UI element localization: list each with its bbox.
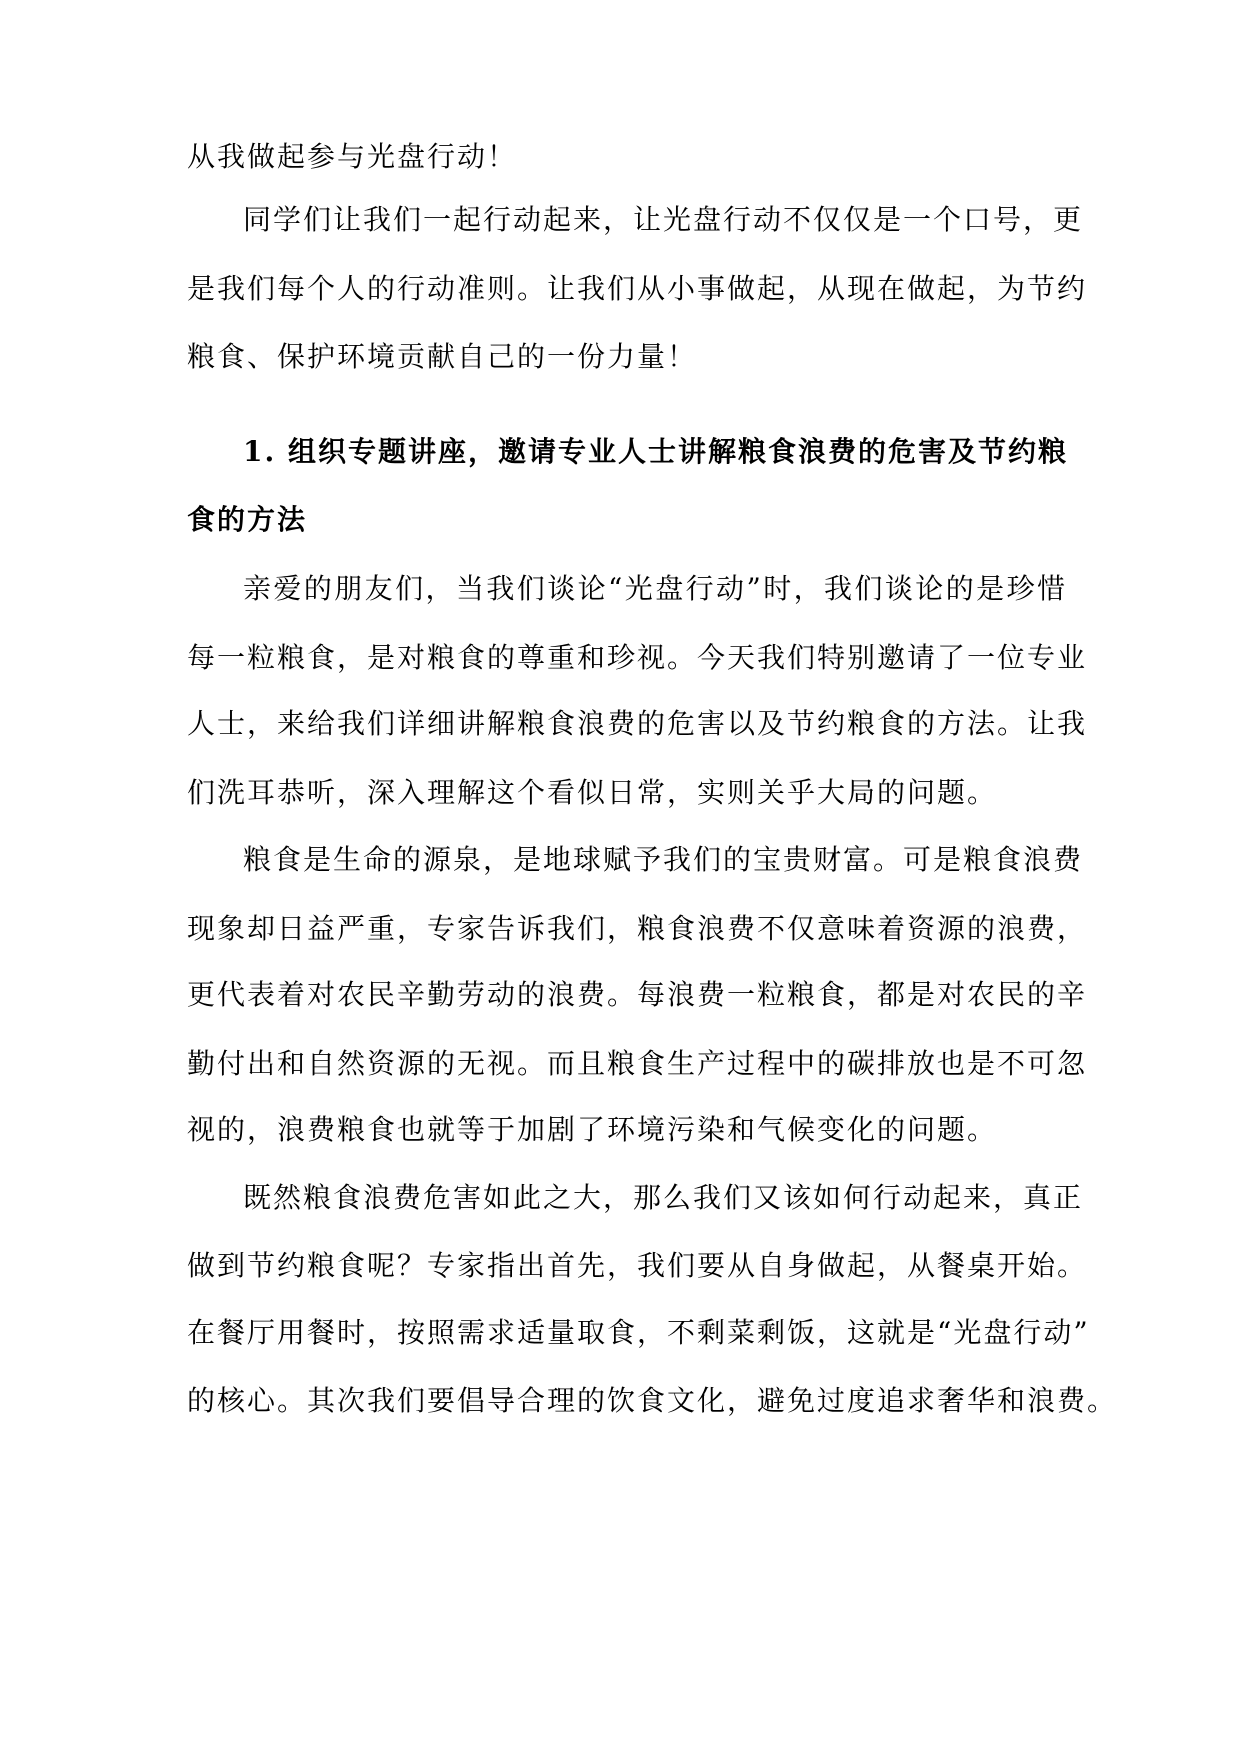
- paragraph-line: 们洗耳恭听，深入理解这个看似日常，实则关乎大局的问题。: [187, 776, 998, 809]
- paragraph-line: 在餐厅用餐时，按照需求适量取食，不剩菜剩饭，这就是“光盘行动”: [187, 1316, 1090, 1349]
- paragraph-line: 人士，来给我们详细讲解粮食浪费的危害以及节约粮食的方法。让我: [187, 707, 1088, 740]
- paragraph-line: 既然粮食浪费危害如此之大，那么我们又该如何行动起来，真正: [243, 1181, 1084, 1214]
- paragraph-line: 亲爱的朋友们，当我们谈论“光盘行动”时，我们谈论的是珍惜: [243, 572, 1067, 605]
- paragraph-line: 现象却日益严重，专家告诉我们，粮食浪费不仅意味着资源的浪费，: [187, 912, 1088, 945]
- paragraph-line: 从我做起参与光盘行动！: [187, 140, 518, 173]
- paragraph-line: 是我们每个人的行动准则。让我们从小事做起，从现在做起，为节约: [187, 272, 1088, 305]
- section-heading-line: 1. 组织专题讲座，邀请专业人士讲解粮食浪费的危害及节约粮: [243, 435, 1068, 468]
- paragraph-line: 做到节约粮食呢？专家指出首先，我们要从自身做起，从餐桌开始。: [187, 1249, 1088, 1282]
- section-heading-line: 食的方法: [187, 503, 308, 536]
- paragraph-line: 粮食、保护环境贡献自己的一份力量！: [187, 340, 698, 373]
- paragraph-line: 粮食是生命的源泉，是地球赋予我们的宝贵财富。可是粮食浪费: [243, 843, 1084, 876]
- paragraph-line: 更代表着对农民辛勤劳动的浪费。每浪费一粒粮食，都是对农民的辛: [187, 978, 1088, 1011]
- paragraph-line: 每一粒粮食，是对粮食的尊重和珍视。今天我们特别邀请了一位专业: [187, 641, 1088, 674]
- paragraph-line: 同学们让我们一起行动起来，让光盘行动不仅仅是一个口号，更: [243, 203, 1084, 236]
- paragraph-line: 的核心。其次我们要倡导合理的饮食文化，避免过度追求奢华和浪费。: [187, 1384, 1118, 1417]
- paragraph-line: 勤付出和自然资源的无视。而且粮食生产过程中的碳排放也是不可忽: [187, 1047, 1088, 1080]
- paragraph-line: 视的，浪费粮食也就等于加剧了环境污染和气候变化的问题。: [187, 1113, 998, 1146]
